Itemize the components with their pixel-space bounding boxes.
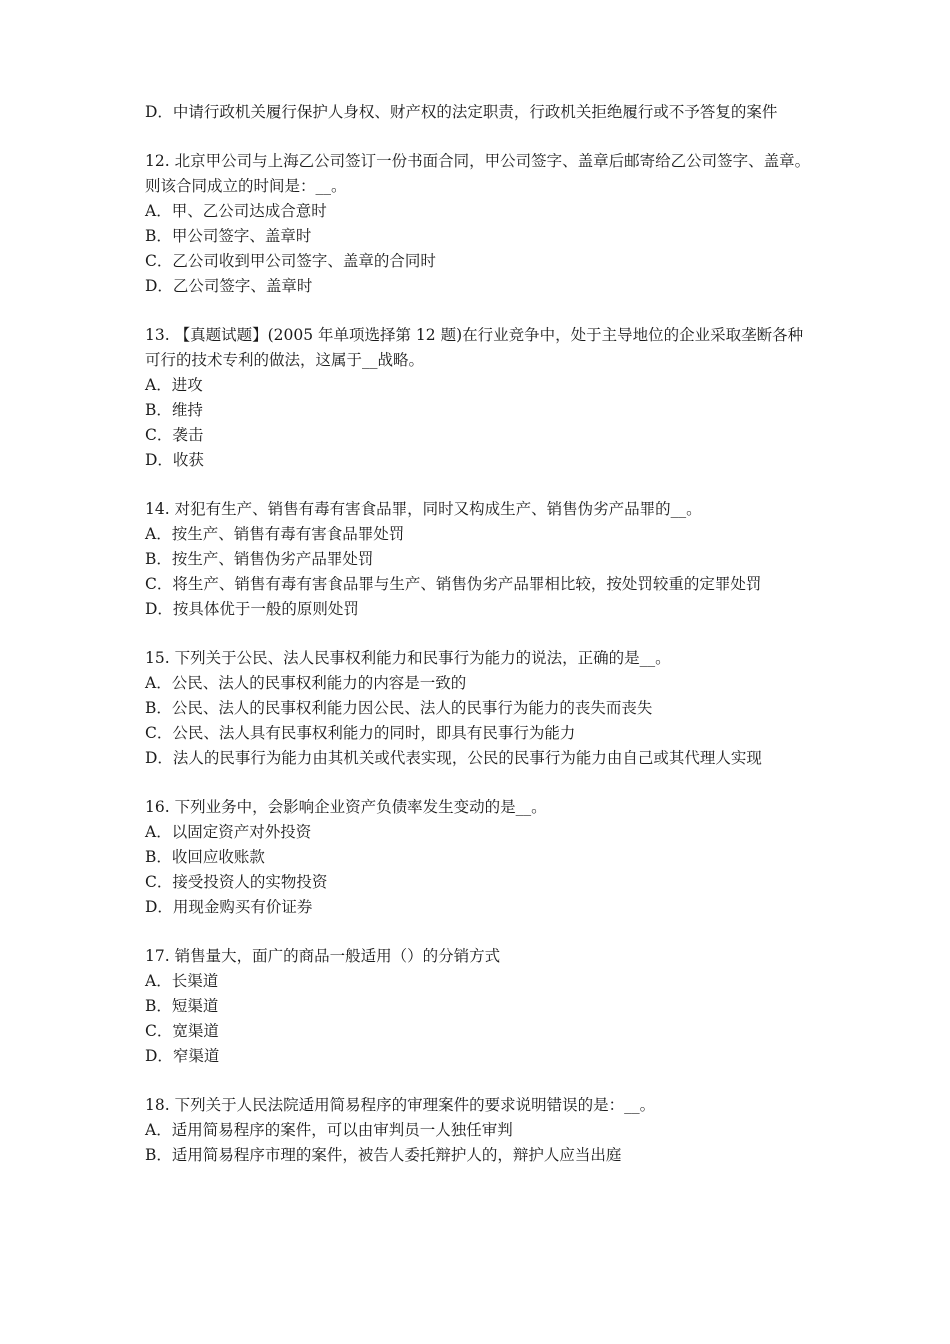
- option-b: B．甲公司签字、盖章时: [145, 227, 312, 245]
- question-15: [145, 646, 817, 771]
- question-fragment-d: [145, 100, 817, 125]
- option-c: C．宽渠道: [145, 1022, 219, 1040]
- option-b: B．适用简易程序市理的案件，被告人委托辩护人的，辩护人应当出庭: [145, 1146, 622, 1164]
- option-b: B．收回应收账款: [145, 848, 265, 866]
- option-d: D．法人的民事行为能力由其机关或代表实现，公民的民事行为能力由自己或其代理人实现: [145, 749, 762, 767]
- option-c: C．将生产、销售有毒有害食品罪与生产、销售伪劣产品罪相比较，按处罚较重的定罪处罚: [145, 575, 762, 593]
- option-a: A．进攻: [145, 376, 203, 394]
- option-d: D．乙公司签字、盖章时: [145, 277, 313, 295]
- question-stem: 17. 销售量大，面广的商品一般适用（）的分销方式: [145, 947, 501, 965]
- option-d: D．中请行政机关履行保护人身权、财产权的法定职责，行政机关拒绝履行或不予答复的案件: [145, 103, 778, 121]
- question-13: [145, 323, 817, 473]
- option-d: D．窄渠道: [145, 1047, 220, 1065]
- question-stem: 13. 【真题试题】(2005 年单项选择第 12 题)在行业竞争中，处于主导地位的企业采取垄断各种可行的技术专利的做法，这属于__战略。: [145, 326, 804, 369]
- question-stem: 12. 北京甲公司与上海乙公司签订一份书面合同，甲公司签字、盖章后邮寄给乙公司签字、盖章。则该合同成立的时间是：__。: [145, 152, 811, 195]
- option-a: A．公民、法人的民事权利能力的内容是一致的: [145, 674, 467, 692]
- question-12: [145, 149, 817, 299]
- option-a: A．甲、乙公司达成合意时: [145, 202, 327, 220]
- question-stem: 16. 下列业务中，会影响企业资产负债率发生变动的是__。: [145, 798, 547, 816]
- question-stem: 15. 下列关于公民、法人民事权利能力和民事行为能力的说法，正确的是__。: [145, 649, 671, 667]
- option-a: A．按生产、销售有毒有害食品罪处罚: [145, 525, 405, 543]
- question-17: [145, 944, 817, 1069]
- option-a: A．长渠道: [145, 972, 219, 990]
- option-d: D．用现金购买有价证券: [145, 898, 313, 916]
- option-a: A．适用简易程序的案件，可以由审判员一人独任审判: [145, 1121, 513, 1139]
- option-a: A．以固定资产对外投资: [145, 823, 312, 841]
- option-b: B．公民、法人的民事权利能力因公民、法人的民事行为能力的丧失而丧失: [145, 699, 653, 717]
- option-b: B．按生产、销售伪劣产品罪处罚: [145, 550, 374, 568]
- option-b: B．维持: [145, 401, 203, 419]
- question-stem: 14. 对犯有生产、销售有毒有害食品罪，同时又构成生产、销售伪劣产品罪的__。: [145, 500, 702, 518]
- option-c: C．公民、法人具有民事权利能力的同时，即具有民事行为能力: [145, 724, 576, 742]
- question-stem: 18. 下列关于人民法院适用简易程序的审理案件的要求说明错误的是：__。: [145, 1096, 656, 1114]
- option-c: C．乙公司收到甲公司签字、盖章的合同时: [145, 252, 436, 270]
- question-16: [145, 795, 817, 920]
- option-c: C．接受投资人的实物投资: [145, 873, 328, 891]
- option-d: D．收获: [145, 451, 204, 469]
- option-b: B．短渠道: [145, 997, 219, 1015]
- option-c: C．袭击: [145, 426, 204, 444]
- document-page: [145, 100, 817, 1192]
- option-d: D．按具体优于一般的原则处罚: [145, 600, 359, 618]
- question-18: [145, 1093, 817, 1168]
- question-14: [145, 497, 817, 622]
